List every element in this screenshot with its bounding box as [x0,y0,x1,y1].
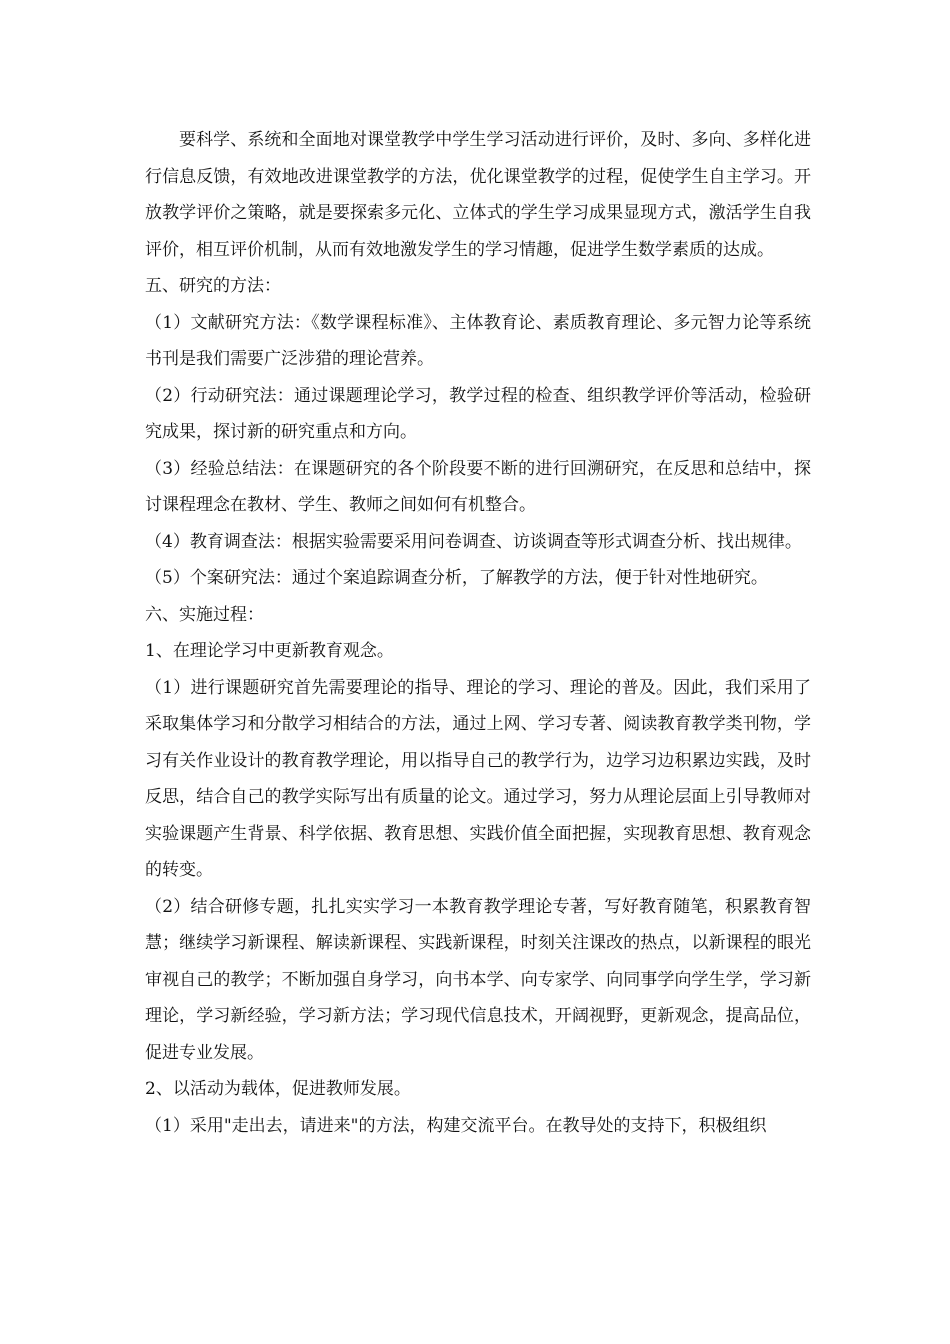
heading-implementation: 六、实施过程： [145,604,264,625]
heading-research-methods: 五、研究的方法： [145,276,281,296]
subheading-activity-carrier: 2、以活动为载体，促进教师发展。 [145,1079,411,1099]
subheading-theory-learning: 1、在理论学习中更新教育观念。 [145,641,394,661]
paragraph-evaluation-strategy: 要科学、系统和全面地对课堂教学中学生学习活动进行评价，及时、多向、多样化进行信息反馈，有效地改进课堂教学的方法，优化课堂教学的过程，促使学生自主学习。开放教学评价之策略，就是要探索多元化、立体式的学生学习成果显现方式，激活学生自我评价，相互评价机制，从而有效地激发学生的学习情趣，促进学生数学素质的达成。 [145,130,811,260]
method-item-literature: （1）文献研究方法：《数学课程标准》、主体教育论、素质教育理论、多元智力论等系统书刊是我们需要广泛涉猎的理论营养。 [145,312,811,369]
method-item-survey: （4）教育调查法：根据实验需要采用问卷调查、访谈调查等形式调查分析、找出规律。 [145,531,802,552]
method-item-case-study: （5）个案研究法：通过个案追踪调查分析，了解教学的方法，便于针对性地研究。 [145,568,768,588]
paragraph-exchange-platform: （1）采用"走出去，请进来"的方法，构建交流平台。在教导处的支持下，积极组织 [145,1115,767,1136]
method-item-experience-summary: （3）经验总结法：在课题研究的各个阶段要不断的进行回溯研究，在反思和总结中，探讨课程理念在教材、学生、教师之间如何有机整合。 [145,458,811,515]
document-body [145,122,811,1144]
paragraph-theory-guidance: （1）进行课题研究首先需要理论的指导、理论的学习、理论的普及。因此，我们采用了采取集体学习和分散学习相结合的方法，通过上网、学习专著、阅读教育教学类刊物，学习有关作业设计的教育教学理论，用以指导自己的教学行为，边学习边积累边实践，及时反思，结合自己的教学实际写出有质量的论文。通过学习，努力从理论层面上引导教师对实验课题产生背景、科学依据、教育思想、实践价值全面把握，实现教育思想、教育观念的转变。 [145,677,811,880]
paragraph-research-topics: （2）结合研修专题，扎扎实实学习一本教育教学理论专著，写好教育随笔，积累教育智慧；继续学习新课程、解读新课程、实践新课程，时刻关注课改的热点，以新课程的眼光审视自己的教学；不断加强自身学习，向书本学、向专家学、向同事学向学生学，学习新理论，学习新经验，学习新方法；学习现代信息技术，开阔视野，更新观念，提高品位，促进专业发展。 [145,896,811,1063]
method-item-action-research: （2）行动研究法：通过课题理论学习，教学过程的检查、组织教学评价等活动，检验研究成果，探讨新的研究重点和方向。 [145,385,811,442]
